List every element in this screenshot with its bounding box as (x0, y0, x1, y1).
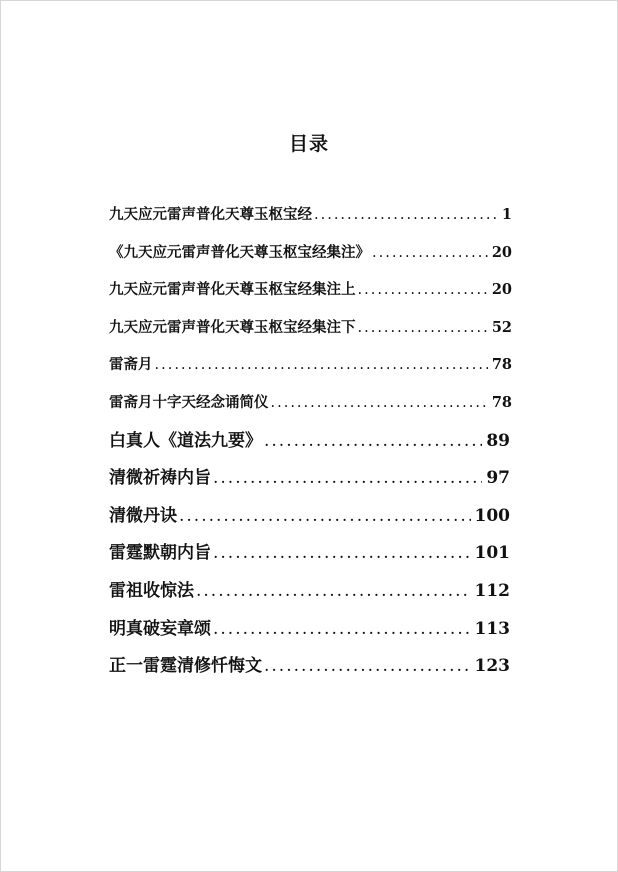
toc-entry-page-number: 113 (474, 618, 510, 639)
toc-entry-title: 《九天应元雷声普化天尊玉枢宝经集注》 (109, 243, 370, 261)
toc-entry-title: 九天应元雷声普化天尊玉枢宝经集注下 (109, 318, 356, 336)
toc-entry-page-number: 52 (491, 318, 512, 336)
dot-leader (179, 502, 471, 530)
toc-entry-page-number: 112 (474, 580, 510, 601)
toc-entry-4[interactable] (109, 314, 512, 352)
toc-entry-1[interactable] (109, 201, 512, 239)
toc-entry-page-number: 97 (486, 468, 510, 489)
toc-entry-5[interactable] (109, 351, 512, 389)
toc-entry-6[interactable] (109, 389, 512, 427)
toc-entry-title: 九天应元雷声普化天尊玉枢宝经 (109, 206, 312, 223)
toc-entry-title: 雷霆默朝内旨 (109, 543, 211, 564)
toc-entry-page-number: 89 (486, 430, 510, 451)
toc-entry-3[interactable] (109, 276, 512, 314)
toc-entry-7[interactable] (109, 427, 512, 465)
dot-leader (314, 201, 498, 229)
dot-leader (264, 652, 471, 680)
toc-entry-title: 白真人《道法九要》 (109, 430, 262, 451)
toc-entry-page-number: 78 (491, 356, 512, 374)
toc-entry-title: 雷祖收惊法 (109, 580, 194, 601)
toc-entry-page-number: 123 (474, 656, 510, 677)
toc-entry-2[interactable] (109, 239, 512, 277)
toc-entry-title: 雷斋月十字天经念诵简仪 (109, 393, 269, 411)
dot-leader (213, 539, 471, 567)
toc-entry-page-number: 20 (491, 243, 512, 261)
toc-entry-page-number: 101 (474, 543, 510, 564)
toc-entry-13[interactable] (109, 652, 512, 690)
toc-entry-12[interactable] (109, 615, 512, 653)
toc-entry-page-number: 100 (474, 505, 510, 526)
toc-entry-page-number: 20 (491, 281, 512, 299)
toc-entry-title: 九天应元雷声普化天尊玉枢宝经集注上 (109, 281, 356, 299)
toc-entry-8[interactable] (109, 464, 512, 502)
toc-list (109, 201, 512, 690)
toc-entry-11[interactable] (109, 577, 512, 615)
toc-entry-10[interactable] (109, 539, 512, 577)
dot-leader (264, 427, 482, 455)
toc-entry-page-number: 1 (501, 206, 512, 223)
toc-entry-title: 清微丹诀 (109, 505, 177, 526)
toc-entry-title: 清微祈祷内旨 (109, 468, 211, 489)
dot-leader (358, 276, 488, 304)
toc-entry-page-number: 78 (491, 393, 512, 411)
dot-leader (271, 389, 488, 417)
toc-title: 目录 (288, 133, 329, 155)
dot-leader (372, 239, 488, 267)
toc-entry-title: 正一雷霆清修忏悔文 (109, 656, 262, 677)
dot-leader (358, 314, 488, 342)
dot-leader (213, 464, 482, 492)
toc-entry-title: 明真破妄章颂 (109, 618, 211, 639)
toc-entry-9[interactable] (109, 502, 512, 540)
dot-leader (155, 351, 488, 379)
dot-leader (213, 615, 471, 643)
toc-entry-title: 雷斋月 (109, 356, 153, 374)
dot-leader (196, 577, 471, 605)
